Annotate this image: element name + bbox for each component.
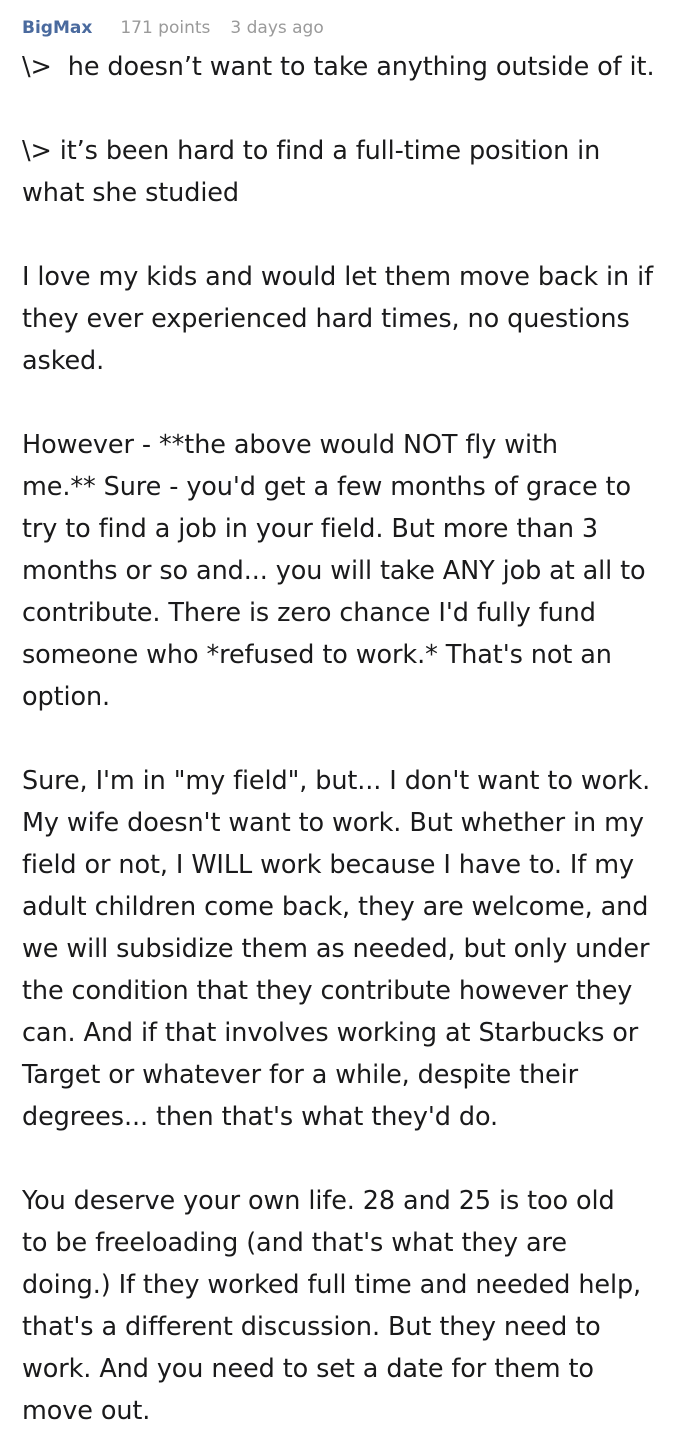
comment-paragraph-4: However - **the above would NOT fly with me.** Sure - you'd get a few months of grace to try to find a job in your field. But more than 3 months or so and... you will take ANY job at all to contribute. There is zero chance I'd fully fund someone who *refused to work.* That's not an option. bbox=[22, 430, 646, 712]
comment-paragraph-6: You deserve your own life. 28 and 25 is too old to be freeloading (and that's what they are doing.) If they worked full time and needed help, that's a different discussion. But they need to work. And you need to set a date for them to move out. bbox=[22, 1186, 642, 1426]
comment-points: 171 points bbox=[120, 18, 211, 38]
comment-paragraph-3: I love my kids and would let them move back in if they ever experienced hard times, no questions asked. bbox=[22, 262, 653, 376]
comment-paragraph-quote-1: \> he doesn’t want to take anything outside of it. bbox=[22, 52, 655, 82]
comment-author-link[interactable]: BigMax bbox=[22, 18, 93, 38]
comment-paragraph-5: Sure, I'm in "my field", but... I don't want to work. My wife doesn't want to work. But whether in my field or not, I WILL work because I have to. If my adult children come back, they are welcome, and we will subsidize them as needed, but only under the condition that they contribute however they can. And if that involves working at Starbucks or Target or whatever for a while, despite their degrees... then that's what they'd do. bbox=[22, 766, 651, 1132]
comment-timestamp[interactable]: 3 days ago bbox=[230, 18, 324, 38]
comment-meta bbox=[22, 18, 678, 44]
comment-body bbox=[22, 46, 678, 1432]
comment-paragraph-quote-2: \> it’s been hard to find a full-time position in what she studied bbox=[22, 136, 601, 208]
